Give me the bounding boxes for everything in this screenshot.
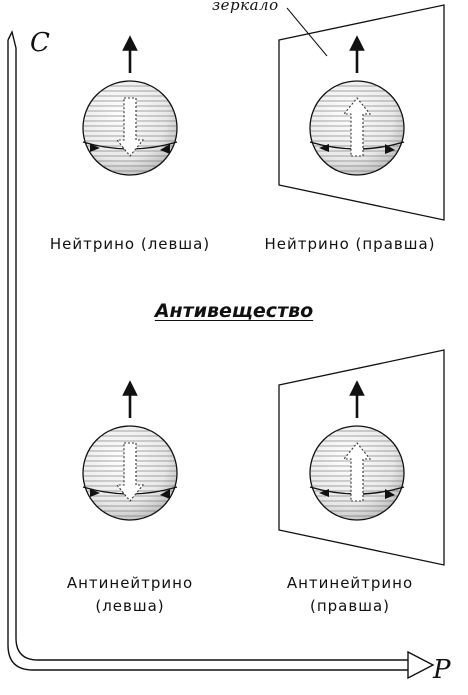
label-neutrino-right: Нейтрино (правша) (264, 235, 436, 253)
label-antineutrino-left (30, 572, 230, 618)
mirror-label: зеркало (212, 0, 279, 14)
axis-letter-c: C (30, 28, 50, 58)
label-antineutrino-left-line2: (левша) (95, 597, 165, 615)
label-neutrino-left: Нейтрино (левша) (49, 235, 211, 253)
axis-letter-p: P (433, 655, 451, 685)
sphere-antineutrino-left (83, 388, 177, 520)
label-antineutrino-right-line1: Антинейтрино (286, 574, 414, 592)
antimatter-title: Антивещество (154, 300, 314, 322)
sphere-neutrino-left (83, 43, 177, 175)
sphere-neutrino-right (310, 43, 404, 175)
label-antineutrino-right-line2: (правша) (310, 597, 390, 615)
label-antineutrino-left-line1: Антинейтрино (66, 574, 194, 592)
label-antineutrino-right (250, 572, 450, 618)
sphere-antineutrino-right (310, 388, 404, 520)
